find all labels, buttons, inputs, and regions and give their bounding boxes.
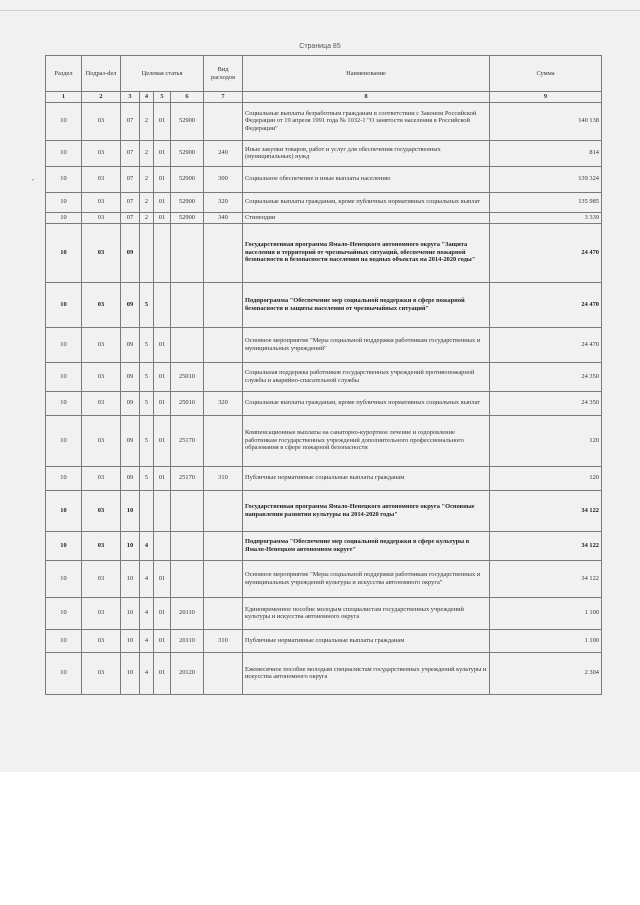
row-cs-code: [171, 327, 204, 362]
row-vid-rashodov: [204, 560, 243, 597]
row-vid-rashodov: [204, 652, 243, 694]
row-vid-rashodov: [204, 597, 243, 629]
row-cs-code: [171, 531, 204, 560]
row-cs-subprogram: 4: [140, 560, 154, 597]
row-cs-code: 52900: [171, 140, 204, 166]
row-podrazdel: 03: [82, 327, 121, 362]
row-podrazdel: 03: [82, 212, 121, 223]
row-vid-rashodov: [204, 282, 243, 327]
row-vid-rashodov: 320: [204, 192, 243, 212]
row-sum: 2 304: [490, 652, 602, 694]
row-vid-rashodov: 300: [204, 166, 243, 192]
row-cs-subprogram: 5: [140, 391, 154, 415]
table-row: [46, 531, 602, 560]
table-row: [46, 102, 602, 140]
row-sum: 120: [490, 415, 602, 466]
row-podrazdel: 03: [82, 531, 121, 560]
row-razdel: 10: [46, 466, 82, 490]
row-cs-activity: 01: [154, 652, 171, 694]
col-index: 6: [171, 92, 204, 103]
row-cs-code: 52900: [171, 212, 204, 223]
row-cs-activity: 01: [154, 192, 171, 212]
row-cs-program: 09: [121, 415, 140, 466]
row-cs-program: 09: [121, 391, 140, 415]
col-index: 7: [204, 92, 243, 103]
row-cs-activity: 01: [154, 362, 171, 391]
row-sum: 34 122: [490, 531, 602, 560]
row-cs-program: 07: [121, 192, 140, 212]
row-cs-subprogram: 4: [140, 629, 154, 652]
row-cs-activity: 01: [154, 560, 171, 597]
row-razdel: 10: [46, 212, 82, 223]
row-sum: 24 470: [490, 223, 602, 282]
row-cs-code: [171, 560, 204, 597]
row-cs-subprogram: 4: [140, 531, 154, 560]
row-cs-program: 07: [121, 212, 140, 223]
row-vid-rashodov: 340: [204, 212, 243, 223]
row-cs-code: 52900: [171, 166, 204, 192]
col-index: 2: [82, 92, 121, 103]
row-name: Подпрограмма "Обеспечение мер социальной поддержки в сфере пожарной безопасности и защиты населения от чрезвычайных ситуаций": [243, 282, 490, 327]
row-cs-program: 07: [121, 166, 140, 192]
header-podrazdel: Подраз-dел: [82, 56, 121, 92]
row-sum: 140 138: [490, 102, 602, 140]
row-podrazdel: 03: [82, 652, 121, 694]
row-cs-activity: 01: [154, 597, 171, 629]
row-cs-program: 09: [121, 362, 140, 391]
row-cs-program: 09: [121, 466, 140, 490]
row-cs-activity: 01: [154, 102, 171, 140]
row-razdel: 10: [46, 223, 82, 282]
row-name: Социальное обеспечение и иные выплаты населению: [243, 166, 490, 192]
row-razdel: 10: [46, 192, 82, 212]
row-podrazdel: 03: [82, 362, 121, 391]
header-razdel: Раздел: [46, 56, 82, 92]
row-cs-program: 09: [121, 327, 140, 362]
row-podrazdel: 03: [82, 166, 121, 192]
row-cs-code: [171, 282, 204, 327]
row-razdel: 10: [46, 652, 82, 694]
row-vid-rashodov: [204, 223, 243, 282]
row-cs-program: 10: [121, 597, 140, 629]
row-vid-rashodov: [204, 102, 243, 140]
row-cs-program: 10: [121, 531, 140, 560]
header-vid-rashodov: Вид расходов: [204, 56, 243, 92]
budget-table: [45, 55, 602, 695]
page-number: Страница 85: [299, 43, 341, 50]
row-sum: 34 122: [490, 560, 602, 597]
row-cs-activity: 01: [154, 466, 171, 490]
row-cs-program: 07: [121, 140, 140, 166]
row-cs-code: 25010: [171, 362, 204, 391]
row-razdel: 10: [46, 166, 82, 192]
row-razdel: 10: [46, 629, 82, 652]
row-name: Публичные нормативные социальные выплаты гражданам: [243, 629, 490, 652]
row-name: Единовременное пособие молодым специалистам государственных учреждений культуры и искусства автономного округа: [243, 597, 490, 629]
row-razdel: 10: [46, 327, 82, 362]
row-cs-activity: 01: [154, 327, 171, 362]
row-cs-subprogram: [140, 490, 154, 531]
row-sum: 24 470: [490, 282, 602, 327]
row-podrazdel: 03: [82, 391, 121, 415]
row-cs-program: 09: [121, 223, 140, 282]
table-row: [46, 282, 602, 327]
row-name: Основное мероприятие "Меры социальной поддержки работникам государственных и муниципальных учреждений культуры и искусства автономного округа": [243, 560, 490, 597]
row-cs-subprogram: 5: [140, 327, 154, 362]
table-row: [46, 192, 602, 212]
row-name: Социальные выплаты гражданам, кроме публичных нормативных социальных выплат: [243, 192, 490, 212]
row-vid-rashodov: 310: [204, 629, 243, 652]
page-edge-line: [0, 10, 640, 11]
col-index: 9: [490, 92, 602, 103]
row-podrazdel: 03: [82, 490, 121, 531]
row-cs-code: 25010: [171, 391, 204, 415]
table-row: [46, 652, 602, 694]
row-sum: 24 470: [490, 327, 602, 362]
row-sum: 3 339: [490, 212, 602, 223]
col-index: 3: [121, 92, 140, 103]
row-podrazdel: 03: [82, 415, 121, 466]
row-cs-subprogram: 5: [140, 466, 154, 490]
row-name: Основное мероприятие "Меры социальной поддержки работникам государственных и муниципальных учреждений": [243, 327, 490, 362]
row-cs-activity: [154, 490, 171, 531]
row-cs-subprogram: 5: [140, 362, 154, 391]
row-cs-subprogram: 2: [140, 192, 154, 212]
row-name: Публичные нормативные социальные выплаты гражданам: [243, 466, 490, 490]
row-cs-subprogram: 2: [140, 166, 154, 192]
row-cs-program: 07: [121, 102, 140, 140]
row-cs-activity: [154, 223, 171, 282]
table-row: [46, 560, 602, 597]
header-naimenovanie: Наименование: [243, 56, 490, 92]
table-row: [46, 466, 602, 490]
row-cs-activity: 01: [154, 166, 171, 192]
row-sum: 135 985: [490, 192, 602, 212]
row-cs-subprogram: 4: [140, 597, 154, 629]
table-row: [46, 597, 602, 629]
row-sum: 24 350: [490, 391, 602, 415]
row-podrazdel: 03: [82, 560, 121, 597]
row-sum: 814: [490, 140, 602, 166]
budget-table-body: [46, 56, 602, 695]
row-sum: 34 122: [490, 490, 602, 531]
row-cs-code: 52900: [171, 102, 204, 140]
table-row: [46, 629, 602, 652]
row-razdel: 10: [46, 597, 82, 629]
row-cs-activity: 01: [154, 140, 171, 166]
row-sum: 1 100: [490, 629, 602, 652]
row-razdel: 10: [46, 560, 82, 597]
row-razdel: 10: [46, 531, 82, 560]
table-row: [46, 223, 602, 282]
row-razdel: 10: [46, 391, 82, 415]
table-row: [46, 140, 602, 166]
row-cs-code: 20110: [171, 597, 204, 629]
row-cs-code: 25170: [171, 415, 204, 466]
row-cs-activity: 01: [154, 629, 171, 652]
row-cs-activity: 01: [154, 212, 171, 223]
row-name: Социальные выплаты безработным гражданам в соответствии с Законом Российской Федерации от 19 апреля 1991 года № 1032-1 "О занятости населения в Российской Федерации": [243, 102, 490, 140]
row-razdel: 10: [46, 490, 82, 531]
row-cs-program: 10: [121, 490, 140, 531]
row-cs-subprogram: 2: [140, 140, 154, 166]
row-cs-program: 10: [121, 652, 140, 694]
row-cs-subprogram: 5: [140, 282, 154, 327]
row-cs-activity: [154, 531, 171, 560]
row-name: Социальные выплаты гражданам, кроме публичных нормативных социальных выплат: [243, 391, 490, 415]
row-podrazdel: 03: [82, 140, 121, 166]
row-cs-activity: [154, 282, 171, 327]
col-index: 5: [154, 92, 171, 103]
row-name: Компенсационные выплаты на санаторно-курортное лечение и оздоровление работникам государственных учреждений дополнительного профессионального образования в сфере пожарной безопасности: [243, 415, 490, 466]
col-index: 8: [243, 92, 490, 103]
table-row: [46, 391, 602, 415]
row-razdel: 10: [46, 102, 82, 140]
col-index: 4: [140, 92, 154, 103]
row-cs-code: [171, 490, 204, 531]
row-vid-rashodov: 240: [204, 140, 243, 166]
row-cs-subprogram: 4: [140, 652, 154, 694]
col-index: 1: [46, 92, 82, 103]
row-vid-rashodov: [204, 415, 243, 466]
header-row: [46, 56, 602, 92]
row-cs-subprogram: 2: [140, 102, 154, 140]
row-podrazdel: 03: [82, 629, 121, 652]
row-cs-code: [171, 223, 204, 282]
row-name: Подпрограмма "Обеспечение мер социальной поддержки в сфере культуры в Ямало-Ненецком автономном округе": [243, 531, 490, 560]
table-row: [46, 166, 602, 192]
row-podrazdel: 03: [82, 282, 121, 327]
row-sum: 24 350: [490, 362, 602, 391]
row-vid-rashodov: 320: [204, 391, 243, 415]
row-razdel: 10: [46, 140, 82, 166]
row-cs-activity: 01: [154, 415, 171, 466]
row-cs-code: 20120: [171, 652, 204, 694]
row-podrazdel: 03: [82, 223, 121, 282]
row-podrazdel: 03: [82, 192, 121, 212]
row-vid-rashodov: [204, 327, 243, 362]
row-razdel: 10: [46, 282, 82, 327]
row-podrazdel: 03: [82, 466, 121, 490]
row-cs-subprogram: 2: [140, 212, 154, 223]
row-vid-rashodov: [204, 490, 243, 531]
row-cs-code: 52900: [171, 192, 204, 212]
row-cs-code: 25170: [171, 466, 204, 490]
table-row: [46, 490, 602, 531]
row-cs-activity: 01: [154, 391, 171, 415]
row-name: Стипендии: [243, 212, 490, 223]
table-row: [46, 327, 602, 362]
column-index-row: [46, 92, 602, 103]
row-podrazdel: 03: [82, 102, 121, 140]
table-row: [46, 362, 602, 391]
row-razdel: 10: [46, 362, 82, 391]
row-cs-subprogram: 5: [140, 415, 154, 466]
header-summa: Сумма: [490, 56, 602, 92]
margin-mark: •: [32, 178, 35, 184]
row-name: Государственная программа Ямало-Ненецкого автономного округа "Защита населения и территорий от чрезвычайных ситуаций, обеспечение пожарной безопасности и безопасности населения на водных объектах на 2014-2020 годы": [243, 223, 490, 282]
row-razdel: 10: [46, 415, 82, 466]
row-vid-rashodov: [204, 362, 243, 391]
row-cs-program: 10: [121, 629, 140, 652]
row-podrazdel: 03: [82, 597, 121, 629]
row-cs-program: 10: [121, 560, 140, 597]
table-row: [46, 415, 602, 466]
row-cs-code: 20110: [171, 629, 204, 652]
header-celevaya-statya: Целевая статья: [121, 56, 204, 92]
row-name: Иные закупки товаров, работ и услуг для обеспечения государственных (муниципальных) нужд: [243, 140, 490, 166]
row-name: Ежемесячное пособие молодым специалистам государственных учреждений культуры и искусства автономного округа: [243, 652, 490, 694]
row-sum: 139 324: [490, 166, 602, 192]
row-vid-rashodov: [204, 531, 243, 560]
row-name: Государственная программа Ямало-Ненецкого автономного округа "Основные направления развития культуры на 2014-2020 годы": [243, 490, 490, 531]
row-cs-subprogram: [140, 223, 154, 282]
row-sum: 120: [490, 466, 602, 490]
row-cs-program: 09: [121, 282, 140, 327]
row-sum: 1 100: [490, 597, 602, 629]
row-name: Социальная поддержка работников государственных учреждений противопожарной службы и аварийно-спасательной службы: [243, 362, 490, 391]
row-vid-rashodov: 310: [204, 466, 243, 490]
table-row: [46, 212, 602, 223]
